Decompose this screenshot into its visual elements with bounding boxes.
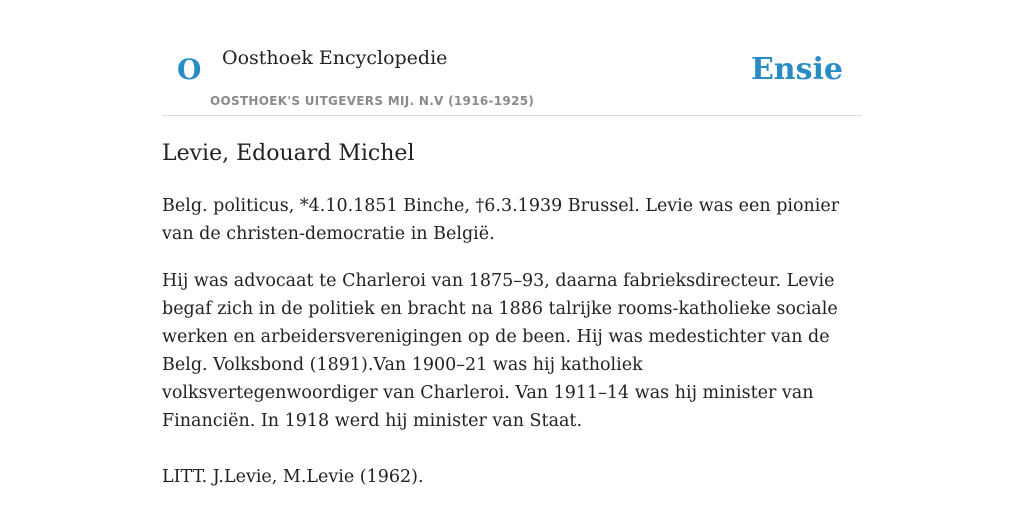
entry-title: Levie, Edouard Michel — [162, 141, 415, 166]
publisher-label: OOSTHOEK'S UITGEVERS MIJ. N.V (1916-1925) — [210, 94, 535, 108]
ensie-brand-link[interactable]: Ensie — [750, 52, 843, 87]
site-logo[interactable]: O — [177, 53, 202, 86]
article-paragraph: Belg. politicus, *4.10.1851 Binche, †6.3.1939 Brussel. Levie was een pionier van de christen-democratie in België. — [162, 196, 840, 244]
site-header — [162, 36, 862, 116]
site-title[interactable]: Oosthoek Encyclopedie — [222, 47, 448, 69]
literature-reference: LITT. J.Levie, M.Levie (1962). — [162, 467, 424, 487]
article-paragraph: Hij was advocaat te Charleroi van 1875–93, daarna fabrieksdirecteur. Levie begaf zich in de politiek en bracht na 1886 talrijke rooms-katholieke sociale werken en arbeidersverenigingen op de been. Hij was medestichter van de Belg. Volksbond (1891).Van 1900–21 was hij katholiek volksvertegenwoordiger van Charleroi. Van 1911–14 was hij minister van Financiën. In 1918 werd hij minister van Staat. — [162, 271, 838, 431]
article — [162, 138, 862, 491]
